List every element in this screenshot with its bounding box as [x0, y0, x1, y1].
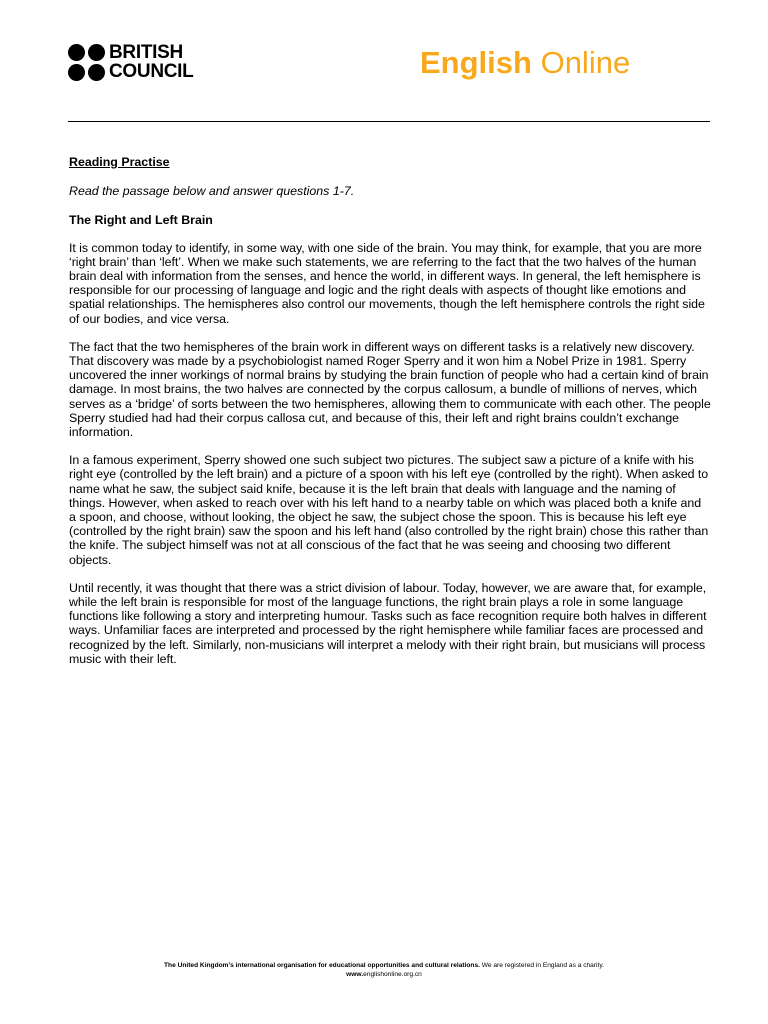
british-council-line2: COUNCIL	[109, 61, 194, 82]
header-divider	[68, 121, 710, 122]
paragraph-4: Until recently, it was thought that there was a strict division of labour. Today, however, we are aware that, for example, while the left brain is responsible for most of the language functions, the right brain plays a role in some language functions like following a story and interpreting humour. Tasks such as face recognition require both halves in different ways. Unfamiliar faces are interpreted and processed by the right hemisphere while familiar faces are processed and recognized by the left. Similarly, non-musicians will interpret a melody with their right brain, but musicians will process music with their left.	[69, 580, 707, 666]
footer-tagline-regular: We are registered in England as a charity.	[479, 962, 604, 969]
british-council-wordmark	[109, 43, 193, 81]
logo-dot	[68, 44, 85, 61]
instruction-text: Read the passage below and answer questions 1-7.	[69, 184, 355, 199]
british-council-line1: BRITISH	[109, 42, 183, 63]
footer-tagline-bold: The United Kingdom’s international organisation for educational opportunities and cultural relations.	[164, 962, 480, 969]
page-footer	[0, 962, 768, 979]
footer-website-domain: englishonline.org.cn	[363, 970, 422, 978]
paragraph-3: In a famous experiment, Sperry showed one such subject two pictures. The subject saw a picture of a knife with his right eye (controlled by the left brain) and a picture of a spoon with his left eye (controlled by the right). When asked to name what he saw, the subject said knife, because it is the left brain that deals with language and the naming of things. However, when asked to reach over with his left hand to a nearby table on which was placed both a knife and a spoon, and choose, without looking, the object he saw, the subject chose the spoon. This is because his left eye (controlled by the right brain) saw the spoon and his left hand (also controlled by the right brain) chose this rather than the knife. The subject himself was not at all conscious of the fact that he was seeing and choosing two different objects.	[69, 453, 709, 567]
british-council-dots-icon	[68, 44, 105, 81]
page-header	[0, 0, 768, 122]
logo-dot	[68, 64, 85, 81]
logo-dot	[88, 64, 105, 81]
footer-website-link[interactable]	[0, 971, 768, 980]
document-body	[69, 155, 711, 680]
logo-dot	[88, 44, 105, 61]
paragraph-2: The fact that the two hemispheres of the brain work in different ways on different tasks is a relatively new discovery. That discovery was made by a psychobiologist named Roger Sperry and it won him a Nobel Prize in 1981. Sperry uncovered the inner workings of normal brains by studying the brain function of people who had a certain kind of brain damage. In most brains, the two halves are connected by the corpus callosum, a bundle of millions of nerves, which serves as a ‘bridge’ of sorts between the two hemispheres, allowing them to communicate with each other. The people Sperry studied had had their corpus callosa cut, and because of this, their left and right brains couldn’t exchange information.	[69, 339, 711, 440]
footer-tagline	[0, 962, 768, 971]
british-council-logo	[68, 42, 193, 82]
footer-website-prefix: www.	[346, 970, 364, 978]
english-online-word1: English	[420, 45, 532, 80]
english-online-word2: Online	[540, 45, 631, 80]
paragraph-1: It is common today to identify, in some way, with one side of the brain. You may think, for example, that you are more ‘right brain’ than ‘left’. When we make such statements, we are referring to the fact that the two halves of the human brain deal with information from the senses, and hence the world, in different ways. In general, the left hemisphere is responsible for our processing of language and logic and the right deals with aspects of thought like emotions and spatial relationships. The hemispheres also control our movements, though the left hemisphere controls the right side of our bodies, and vice versa.	[69, 240, 705, 326]
english-online-logo	[420, 44, 630, 82]
passage-title: The Right and Left Brain	[69, 213, 213, 228]
section-heading: Reading Practise	[69, 155, 170, 169]
